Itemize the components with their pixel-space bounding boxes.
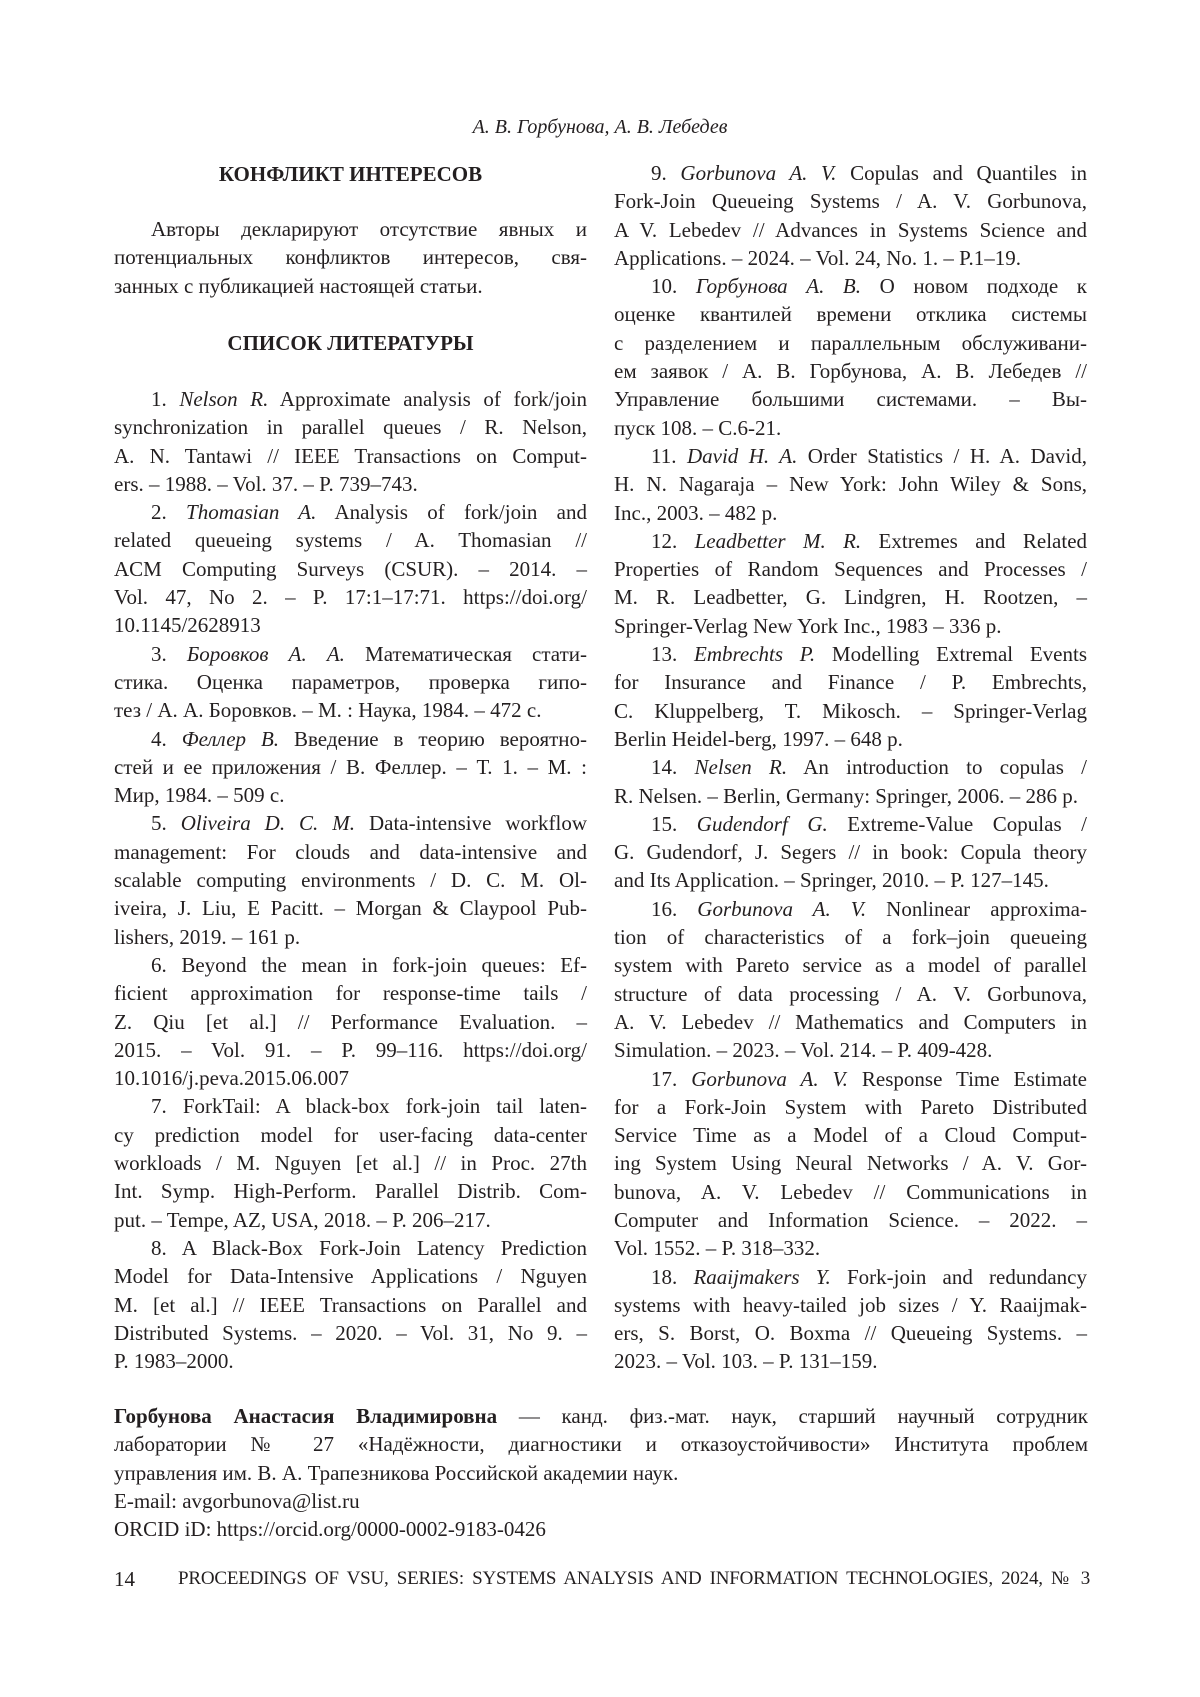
reference-text: Copulas and Quantiles in [850,161,1087,185]
reference-line: bunova, A. V. Lebedev // Communications in [614,1178,1087,1206]
reference-item [114,809,587,950]
reference-line: H. N. Nagaraja – New York: John Wiley & Sons, [614,470,1087,498]
reference-line [614,442,1087,470]
reference-line: 2015. – Vol. 91. – P. 99–116. https://doi.org/ [114,1036,587,1064]
reference-line: structure of data processing / A. V. Gorbunova, [614,980,1087,1008]
bio-line [114,1402,1088,1430]
reference-line: for a Fork-Join System with Pareto Distributed [614,1093,1087,1121]
reference-number: 1. [151,387,167,411]
references-heading: СПИСОК ЛИТЕРАТУРЫ [114,329,587,357]
reference-author: Embrechts P. [694,642,815,666]
conflict-heading: КОНФЛИКТ ИНТЕРЕСОВ [114,160,587,188]
reference-text: Математическая стати- [365,642,587,666]
author-position: — канд. физ.-мат. наук, старший научный сотрудник [519,1404,1088,1428]
reference-number: 14. [651,755,677,779]
reference-line: Управление большими системами. – Вы- [614,385,1087,413]
reference-line: Service Time as a Model of a Cloud Comput- [614,1121,1087,1149]
reference-list-right [614,159,1087,1376]
reference-line: тез / А. А. Боровков. – М. : Наука, 1984. – 472 с. [114,696,587,724]
reference-line: Vol. 47, No 2. – P. 17:1–17:71. https://doi.org/ [114,583,587,611]
reference-author: Gorbunova A. V. [697,897,866,921]
reference-number: 6. [151,953,167,977]
reference-line: P. 1983–2000. [114,1347,587,1375]
reference-number: 12. [651,529,677,553]
reference-line [114,1234,587,1262]
reference-line: пуск 108. – С.6-21. [614,414,1087,442]
reference-item [614,527,1087,640]
reference-text: Extreme-Value Copulas / [847,812,1087,836]
reference-line: R. Nelsen. – Berlin, Germany: Springer, 2006. – 286 p. [614,782,1087,810]
reference-line [614,527,1087,555]
reference-text: Введение в теорию вероятно- [294,727,587,751]
reference-item [614,810,1087,895]
reference-line: workloads / M. Nguyen [et al.] // in Proc. 27th [114,1149,587,1177]
author-bio [114,1402,1088,1543]
reference-number: 8. [151,1236,167,1260]
reference-text: An introduction to copulas / [803,755,1087,779]
reference-number: 11. [651,444,676,468]
reference-line: с разделением и параллельным обслуживани- [614,329,1087,357]
reference-line: system with Pareto service as a model of parallel [614,951,1087,979]
reference-item [614,272,1087,442]
reference-item [614,1263,1087,1376]
reference-line [114,498,587,526]
reference-author: David H. A. [687,444,797,468]
reference-line: A. N. Tantawi // IEEE Transactions on Comput- [114,442,587,470]
reference-author: Leadbetter M. R. [695,529,862,553]
reference-author: Gorbunova A. V. [691,1067,848,1091]
reference-line: A V. Lebedev // Advances in Systems Science and [614,216,1087,244]
reference-line: scalable computing environments / D. C. M. Ol- [114,866,587,894]
reference-line: lishers, 2019. – 161 p. [114,923,587,951]
reference-line: оценке квантилей времени отклика системы [614,300,1087,328]
reference-item [614,1065,1087,1263]
reference-line [614,1065,1087,1093]
reference-line: 10.1145/2628913 [114,611,587,639]
reference-author: Nelsen R. [695,755,788,779]
reference-item [114,1234,587,1375]
reference-line: C. Kluppelberg, T. Mikosch. – Springer-Verlag [614,697,1087,725]
reference-line: ers. – 1988. – Vol. 37. – P. 739–743. [114,470,587,498]
reference-number: 10. [651,274,677,298]
reference-line: Z. Qiu [et al.] // Performance Evaluation. – [114,1008,587,1036]
reference-line: tion of characteristics of a fork–join queueing [614,923,1087,951]
running-head-authors: А. В. Горбунова, А. В. Лебедев [0,113,1200,141]
reference-line: Berlin Heidel-berg, 1997. – 648 p. [614,725,1087,753]
reference-line: Simulation. – 2023. – Vol. 214. – P. 409-428. [614,1036,1087,1064]
bio-line: управления им. В. А. Трапезникова Российской академии наук. [114,1459,1088,1487]
reference-text: ForkTail: A black-box fork-join tail laten- [183,1094,587,1118]
reference-text: Fork-join and redundancy [847,1265,1087,1289]
author-orcid: ORCID iD: https://orcid.org/0000-0002-9183-0426 [114,1515,1088,1543]
reference-item [614,442,1087,527]
reference-author: Oliveira D. C. M. [181,811,355,835]
reference-line: and Its Application. – Springer, 2010. – P. 127–145. [614,866,1087,894]
reference-line: Fork-Join Queueing Systems / A. V. Gorbunova, [614,187,1087,215]
reference-line [614,1263,1087,1291]
reference-line [614,272,1087,300]
reference-line: M. R. Leadbetter, G. Lindgren, H. Rootzen, – [614,583,1087,611]
reference-line: iveira, J. Liu, E Pacitt. – Morgan & Claypool Pub- [114,894,587,922]
conflict-line: потенциальных конфликтов интересов, свя- [114,243,587,271]
reference-line: A. V. Lebedev // Mathematics and Computers in [614,1008,1087,1036]
reference-number: 7. [151,1094,167,1118]
reference-item [114,385,587,498]
reference-text: Analysis of fork/join and [334,500,587,524]
reference-line [614,753,1087,781]
reference-line: стика. Оценка параметров, проверка гипо- [114,668,587,696]
reference-author: Nelson R. [179,387,268,411]
reference-text: О новом подходе к [880,274,1087,298]
reference-author: Горбунова А. В. [696,274,861,298]
reference-item [614,895,1087,1065]
reference-line: put. – Tempe, AZ, USA, 2018. – P. 206–217. [114,1206,587,1234]
reference-line: M. [et al.] // IEEE Transactions on Parallel and [114,1291,587,1319]
reference-line: Properties of Random Sequences and Processes / [614,555,1087,583]
reference-line: Мир, 1984. – 509 с. [114,781,587,809]
reference-line: ing System Using Neural Networks / A. V. Gor- [614,1149,1087,1177]
reference-line [114,1092,587,1120]
reference-number: 9. [651,161,667,185]
reference-line [114,725,587,753]
reference-text: Response Time Estimate [862,1067,1087,1091]
reference-line [614,640,1087,668]
page-number: 14 [114,1566,135,1592]
reference-line [114,640,587,668]
reference-line [614,159,1087,187]
reference-line: Model for Data-Intensive Applications / Nguyen [114,1262,587,1290]
reference-line: synchronization in parallel queues / R. Nelson, [114,413,587,441]
reference-text: Nonlinear approxima- [886,897,1087,921]
reference-line: Inc., 2003. – 482 p. [614,499,1087,527]
reference-line: G. Gudendorf, J. Segers // in book: Copula theory [614,838,1087,866]
author-email: E-mail: avgorbunova@list.ru [114,1487,1088,1515]
reference-author: Thomasian A. [186,500,316,524]
author-name: Горбунова Анастасия Владимировна [114,1404,497,1428]
reference-line: ers, S. Borst, O. Boxma // Queueing Systems. – [614,1319,1087,1347]
reference-author: Gorbunova A. V. [680,161,836,185]
reference-line: for Insurance and Finance / P. Embrechts, [614,668,1087,696]
reference-text: Extremes and Related [879,529,1088,553]
reference-number: 2. [151,500,167,524]
reference-line [114,951,587,979]
reference-text: Modelling Extremal Events [832,642,1087,666]
reference-list-left [114,385,587,1375]
conflict-line: Авторы декларируют отсутствие явных и [114,215,587,243]
reference-line [114,809,587,837]
reference-item [614,640,1087,753]
reference-number: 18. [651,1265,677,1289]
reference-item [114,498,587,639]
reference-author: Боровков А. А. [187,642,345,666]
reference-text: Order Statistics / H. A. David, [808,444,1087,468]
reference-line [114,385,587,413]
bio-line: лаборатории № 27 «Надёжности, диагностики и отказоустойчивости» Института проблем [114,1430,1088,1458]
reference-line: cy prediction model for user-facing data-center [114,1121,587,1149]
reference-number: 5. [151,811,167,835]
reference-line: ficient approximation for response-time tails / [114,979,587,1007]
reference-item [614,159,1087,272]
reference-item [614,753,1087,810]
reference-number: 15. [651,812,677,836]
reference-line: ACM Computing Surveys (CSUR). – 2014. – [114,555,587,583]
reference-line: Applications. – 2024. – Vol. 24, No. 1. – P.1–19. [614,244,1087,272]
reference-line: related queueing systems / A. Thomasian // [114,526,587,554]
reference-line: Springer-Verlag New York Inc., 1983 – 336 p. [614,612,1087,640]
reference-line: systems with heavy-tailed job sizes / Y. Raaijmak- [614,1291,1087,1319]
reference-line: management: For clouds and data-intensive and [114,838,587,866]
conflict-line: занных с публикацией настоящей статьи. [114,272,587,300]
reference-number: 17. [651,1067,677,1091]
reference-author: Феллер В. [182,727,279,751]
reference-item [114,725,587,810]
reference-number: 13. [651,642,677,666]
reference-line [614,895,1087,923]
reference-item [114,951,587,1092]
reference-author: Gudendorf G. [697,812,828,836]
reference-text: Beyond the mean in fork-join queues: Ef- [181,953,587,977]
reference-author: Raaijmakers Y. [693,1265,830,1289]
reference-line: стей и ее приложения / В. Феллер. – Т. 1. – М. : [114,753,587,781]
reference-number: 3. [151,642,167,666]
conflict-statement [114,215,587,300]
reference-line: ем заявок / А. В. Горбунова, А. В. Лебедев // [614,357,1087,385]
reference-number: 16. [651,897,677,921]
reference-line: Vol. 1552. – P. 318–332. [614,1234,1087,1262]
reference-text: Data-intensive workflow [369,811,587,835]
reference-line: 10.1016/j.peva.2015.06.007 [114,1064,587,1092]
reference-item [114,640,587,725]
reference-line: Computer and Information Science. – 2022. – [614,1206,1087,1234]
reference-line [614,810,1087,838]
reference-line: Int. Symp. High-Perform. Parallel Distrib. Com- [114,1177,587,1205]
reference-text: A Black-Box Fork-Join Latency Prediction [182,1236,587,1260]
reference-item [114,1092,587,1233]
reference-number: 4. [151,727,167,751]
reference-line: 2023. – Vol. 103. – P. 131–159. [614,1347,1087,1375]
reference-text: Approximate analysis of fork/join [280,387,587,411]
reference-line: Distributed Systems. – 2020. – Vol. 31, No 9. – [114,1319,587,1347]
journal-title: PROCEEDINGS OF VSU, SERIES: SYSTEMS ANALYSIS AND INFORMATION TECHNOLOGIES, 2024, № 3 [178,1566,1090,1592]
